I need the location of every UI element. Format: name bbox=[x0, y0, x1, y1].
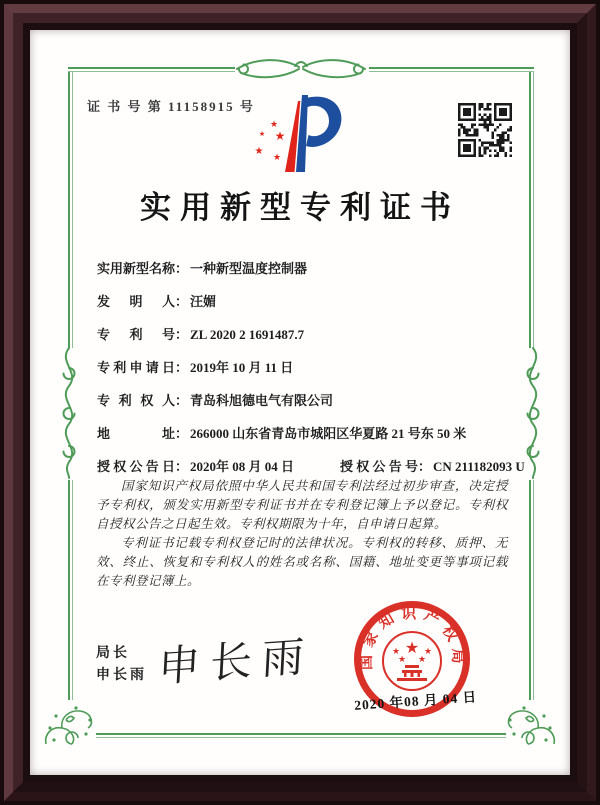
svg-text:★: ★ bbox=[397, 655, 407, 665]
field-label: 授权公告日 bbox=[97, 459, 175, 474]
border-bottom-segment bbox=[96, 733, 506, 738]
field-value: 2019年 10 月 11 日 bbox=[190, 360, 294, 375]
field-patent-number: 专利号： ZL 2020 2 1691487.7 bbox=[97, 324, 532, 343]
seal-emblem-stars bbox=[392, 638, 432, 665]
seal-date: 2020 年08 月 04 日 bbox=[353, 689, 478, 713]
svg-text:★: ★ bbox=[258, 130, 266, 138]
field-value: 青岛科旭德电气有限公司 bbox=[190, 393, 334, 408]
bottom-left-floral-icon bbox=[42, 704, 96, 750]
field-label: 专利号 bbox=[97, 327, 175, 342]
cnipa-logo-icon bbox=[252, 90, 348, 180]
svg-text:★: ★ bbox=[391, 647, 401, 657]
legal-paragraph-1: 国家知识产权局依照中华人民共和国专利法经过初步审查，决定授予专利权，颁发实用新型专利证书并在专利登记簿上予以登记。专利权自授权公告之日起生效。专利权期限为十年，自申请日起算。 bbox=[96, 479, 508, 531]
bottom-right-floral-icon bbox=[504, 704, 558, 750]
svg-text:★: ★ bbox=[269, 120, 279, 130]
certificate-number: 证 书 号 第 11158915 号 bbox=[87, 99, 255, 114]
officer-signature: 申长雨 bbox=[156, 634, 315, 692]
field-value: 266000 山东省青岛市城阳区华夏路 21 号东 50 米 bbox=[190, 426, 467, 441]
wood-frame-inner bbox=[23, 23, 577, 782]
officer-name: 申长雨 bbox=[96, 668, 147, 683]
seal-emblem-gate bbox=[397, 665, 427, 681]
top-flourish-icon bbox=[233, 54, 369, 84]
svg-text:★: ★ bbox=[423, 647, 433, 657]
field-value: 2020年 08 月 04 日 bbox=[190, 459, 295, 474]
border-right-lower-segment bbox=[529, 480, 534, 700]
field-label: 实用新型名称 bbox=[97, 261, 176, 276]
qr-code bbox=[458, 103, 512, 157]
field-patentee: 专利权人： 青岛科旭德电气有限公司 bbox=[97, 390, 532, 409]
field-grant-date: 授权公告日： 2020年 08 月 04 日 bbox=[97, 459, 294, 474]
certificate-title: 实用新型专利证书 bbox=[140, 190, 460, 225]
field-value: 一种新型温度控制器 bbox=[190, 261, 308, 276]
officer-title: 局长 bbox=[96, 646, 130, 661]
left-flourish-icon bbox=[54, 346, 84, 480]
seal-ring-text: 国家知识产权局 bbox=[358, 605, 466, 671]
svg-text:★: ★ bbox=[274, 129, 286, 143]
field-inventor: 发明人： 汪媚 bbox=[97, 291, 532, 310]
field-value: CN 211182093 U bbox=[433, 459, 525, 474]
field-value: ZL 2020 2 1691487.7 bbox=[190, 327, 305, 342]
svg-text:★: ★ bbox=[272, 153, 282, 163]
field-label: 授权公告号 bbox=[340, 459, 418, 474]
officer-block bbox=[96, 643, 147, 687]
field-address: 地址： 266000 山东省青岛市城阳区华夏路 21 号东 50 米 bbox=[97, 423, 532, 442]
svg-text:★: ★ bbox=[404, 638, 420, 657]
field-grant-number: 授权公告号： CN 211182093 U bbox=[340, 456, 525, 475]
field-utility-model-name: 实用新型名称： 一种新型温度控制器 bbox=[97, 258, 532, 277]
field-label: 发明人 bbox=[97, 294, 175, 309]
field-label: 专利权人 bbox=[97, 393, 175, 408]
legal-text-block bbox=[96, 477, 508, 591]
field-filing-date: 专利申请日： 2019年 10 月 11 日 bbox=[97, 357, 532, 376]
wood-frame-bevel bbox=[4, 4, 596, 801]
field-label: 地址 bbox=[97, 426, 175, 441]
svg-text:★: ★ bbox=[254, 146, 264, 157]
border-top-right-segment bbox=[369, 67, 534, 72]
svg-text:★: ★ bbox=[417, 655, 427, 665]
wood-frame-mid bbox=[13, 13, 587, 792]
legal-paragraph-2: 专利证书记载专利权登记时的法律状况。专利权的转移、质押、无效、终止、恢复和专利权人的姓名或名称、国籍、地址变更等事项记载在专利登记簿上。 bbox=[96, 536, 508, 588]
field-grant-row bbox=[97, 456, 532, 475]
field-value: 汪媚 bbox=[190, 294, 217, 309]
border-left-lower-segment bbox=[68, 480, 73, 700]
border-top-left-segment bbox=[68, 67, 235, 72]
field-label: 专利申请日 bbox=[97, 360, 175, 375]
certificate-paper bbox=[30, 30, 570, 775]
